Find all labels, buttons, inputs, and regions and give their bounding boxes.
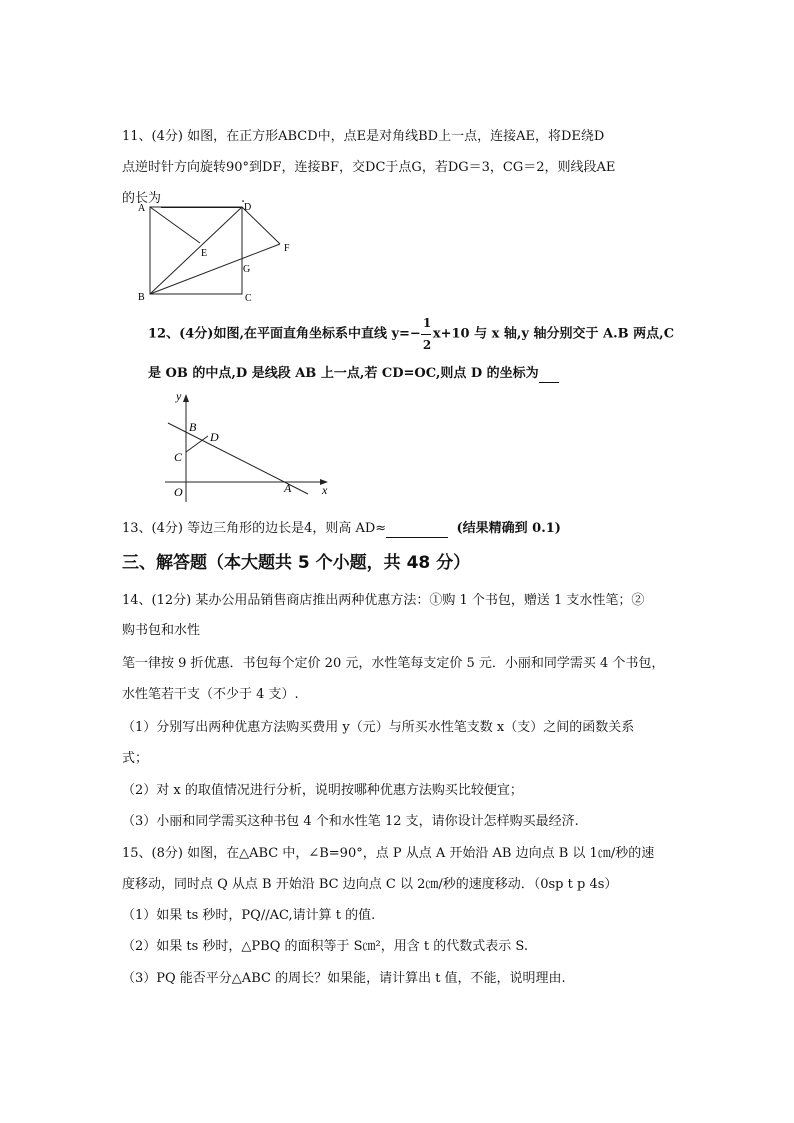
q15-sub2: （2）如果 ts 秒时，△PBQ 的面积等于 S㎝²，用含 t 的代数式表示 S. xyxy=(122,939,528,954)
label-c: C xyxy=(245,293,252,304)
label-a: A xyxy=(284,481,292,495)
q12-coordinate-figure xyxy=(160,390,335,505)
q12-line1-post: x+10 与 x 轴,y 轴分别交于 A.B 两点,C xyxy=(432,326,675,342)
q13-line xyxy=(122,520,561,538)
segment-cd xyxy=(186,436,208,452)
q15-sub1: （1）如果 ts 秒时，PQ//AC,请计算 t 的值. xyxy=(122,908,376,923)
q12-answer-blank xyxy=(539,368,559,383)
q11-line3-end: . xyxy=(241,191,246,206)
q12-frac-den: 2 xyxy=(422,338,432,352)
segment-ae xyxy=(150,207,200,243)
q14-line1: 14、(12分) 某办公用品销售商店推出两种优惠方法：①购 1 个书包，赠送 1 支水性笔；② xyxy=(122,593,645,608)
q14-line3: 笔一律按 9 折优惠．书包每个定价 20 元，水性笔每支定价 5 元．小丽和同学需买 4 个书包， xyxy=(122,656,665,671)
q12-line2 xyxy=(148,365,559,383)
section-3-heading: 三、解答题（本大题共 5 个小题，共 48 分） xyxy=(122,553,471,573)
q14-sub2: （2）对 x 的取值情况进行分析，说明按哪种优惠方法购买比较便宜； xyxy=(122,783,523,798)
q15-line2: 度移动，同时点 Q 从点 B 开始沿 BC 边向点 C 以 2㎝/秒的速度移动．（0sp t p 4s） xyxy=(122,877,618,892)
label-y: y xyxy=(176,389,182,403)
q12-frac-bar xyxy=(421,334,431,335)
q14-sub3: （3）小丽和同学需买这种书包 4 个和水性笔 12 支，请你设计怎样购买最经济. xyxy=(122,814,579,829)
q14-line4: 水性笔若干支（不少于 4 支）. xyxy=(122,687,299,702)
y-axis-arrow xyxy=(183,394,189,402)
q11-line3-text: 的长为 xyxy=(122,191,162,206)
q12-line1 xyxy=(148,316,675,352)
q12-line2-text: 是 OB 的中点,D 是线段 AB 上一点,若 CD=OC,则点 D 的坐标为 xyxy=(148,366,539,381)
q15-sub3: （3）PQ 能否平分△ABC 的周长？如果能，请计算出 t 值，不能，说明理由. xyxy=(122,971,566,986)
label-a: A xyxy=(138,203,146,214)
label-d: D xyxy=(210,430,219,444)
q12-fraction xyxy=(421,316,433,352)
label-c: C xyxy=(174,450,183,464)
q13-note: (结果精确到 0.1) xyxy=(456,521,561,536)
label-g: G xyxy=(243,264,251,275)
q14-line2: 购书包和水性 xyxy=(122,623,201,638)
q11-line1: 11、(4分) 如图，在正方形ABCD中，点E是对角线BD上一点，连接AE，将DE绕D xyxy=(122,129,605,144)
label-b: B xyxy=(138,292,145,303)
label-e: E xyxy=(201,248,208,259)
label-b: B xyxy=(189,420,197,434)
q12-frac-num: 1 xyxy=(422,316,432,330)
label-x: x xyxy=(322,483,328,497)
q12-line1-pre: 12、(4分)如图,在平面直角坐标系中直线 y=− xyxy=(148,326,421,342)
q13-text: 13、(4分) 等边三角形的边长是4，则高 AD≈ xyxy=(122,521,387,536)
label-d: D xyxy=(244,202,252,213)
diagonal-bd xyxy=(150,207,242,294)
q11-line2: 点逆时针方向旋转90°到DF，连接BF，交DC于点G，若DG＝3，CG＝2，则线段AE xyxy=(122,160,616,175)
segment-bf xyxy=(150,244,280,294)
q14-sub1a: （1）分别写出两种优惠方法购买费用 y（元）与所买水性笔支数 x（支）之间的函数关系 xyxy=(122,720,635,735)
label-o: O xyxy=(174,485,183,499)
q13-answer-blank xyxy=(386,523,448,538)
label-f: F xyxy=(284,243,290,254)
q15-line1: 15、(8分) 如图，在△ABC 中，∠B=90°，点 P 从点 A 开始沿 AB 边向点 B 以 1㎝/秒的速 xyxy=(122,846,655,861)
q11-square-figure xyxy=(130,196,300,306)
q14-sub1b: 式； xyxy=(122,751,149,766)
